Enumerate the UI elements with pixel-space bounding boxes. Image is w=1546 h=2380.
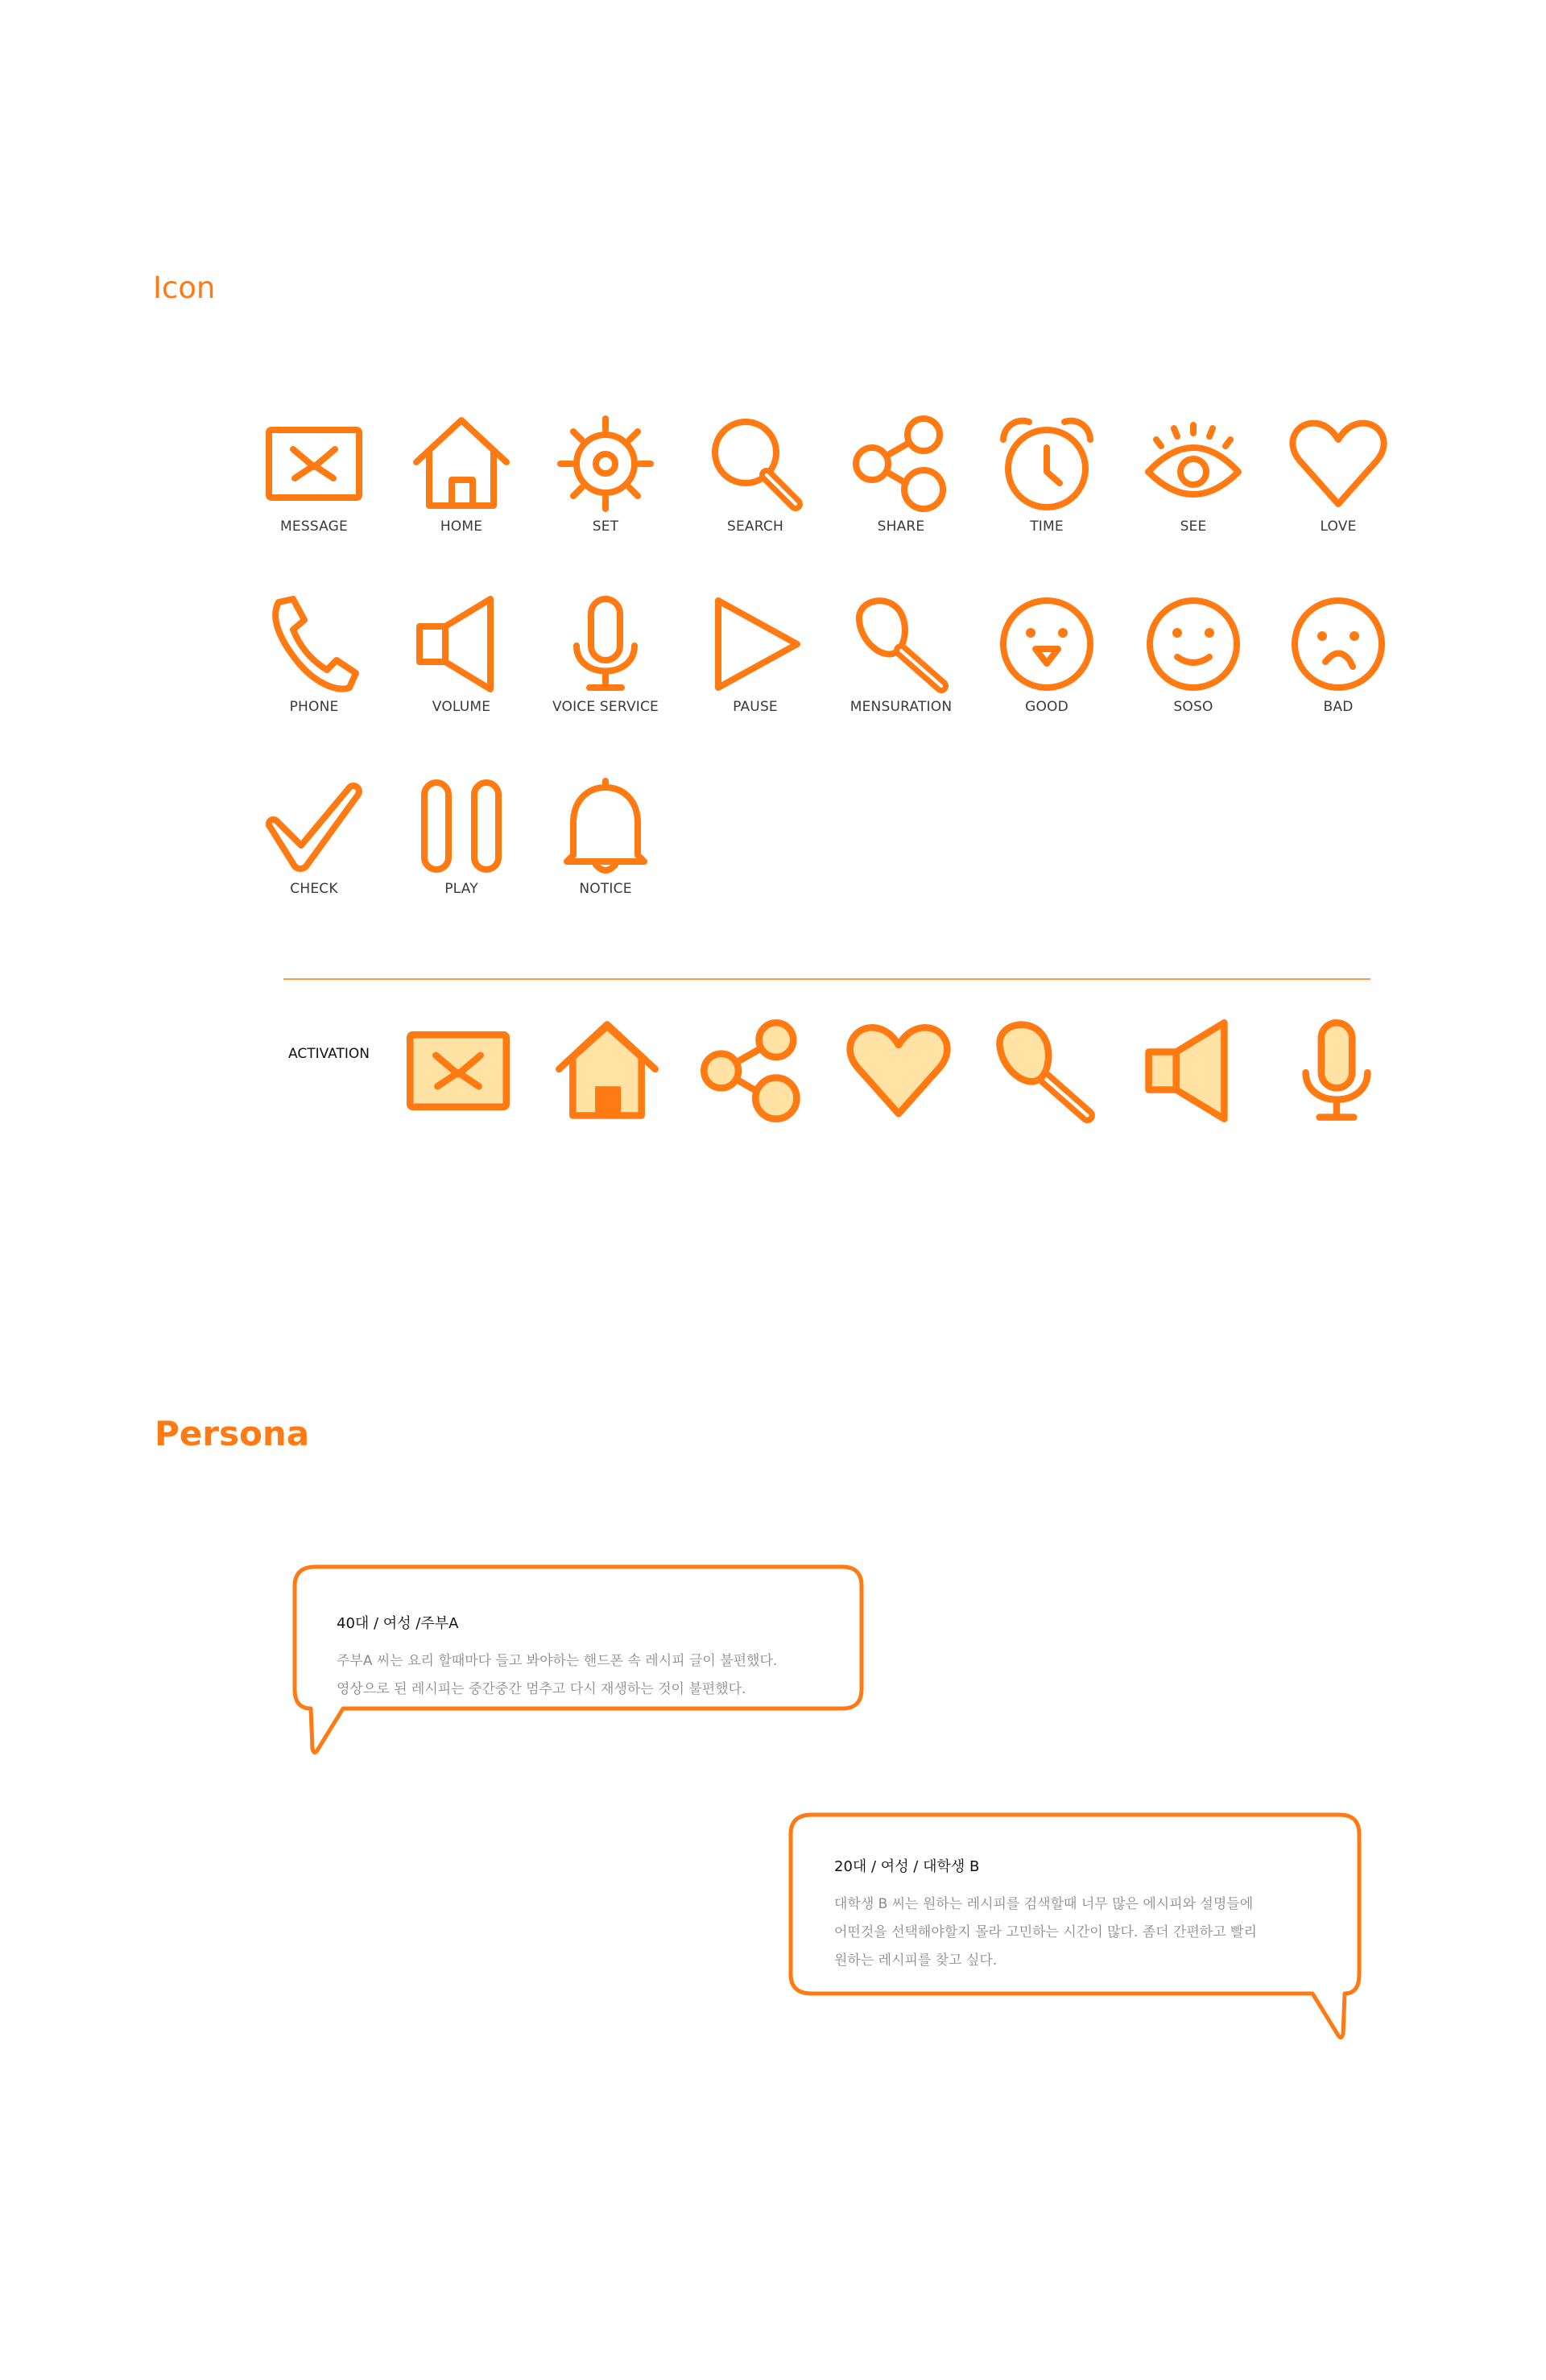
icon-label: VOICE SERVICE xyxy=(552,699,659,715)
icon-tile-volume xyxy=(381,596,542,757)
icon-tile-love xyxy=(1258,415,1419,576)
active-volume xyxy=(1142,1019,1245,1122)
persona-text-line: 어떤것을 선택해야할지 몰라 고민하는 시간이 많다. 좀더 간편하고 빨리 xyxy=(834,1924,1257,1940)
active-voice-service xyxy=(1285,1019,1388,1122)
eye-icon xyxy=(1145,415,1242,512)
heart-icon xyxy=(1290,415,1387,512)
icon-label: TIME xyxy=(1030,519,1064,535)
microphone-icon xyxy=(1285,1019,1388,1122)
check-icon xyxy=(266,778,362,874)
speaker-icon xyxy=(1142,1019,1245,1122)
icon-tile-pause xyxy=(675,596,836,757)
activation-label: ACTIVATION xyxy=(288,1046,370,1062)
persona-heading: 20대 / 여성 / 대학생 B xyxy=(834,1858,980,1875)
persona-text-line: 영상으로 된 레시피는 중간중간 멈추고 다시 재생하는 것이 불편했다. xyxy=(337,1681,746,1697)
icon-tile-voice-service xyxy=(525,596,686,757)
heart-icon xyxy=(847,1019,950,1122)
icon-tile-home xyxy=(381,415,542,576)
icon-label: SET xyxy=(592,519,619,535)
icon-label: SOSO xyxy=(1173,699,1213,715)
icon-label: SHARE xyxy=(877,519,925,535)
chick-face-icon xyxy=(998,596,1095,692)
play-triangle-icon xyxy=(707,596,804,692)
icon-label: LOVE xyxy=(1320,519,1357,535)
measuring-spoon-icon xyxy=(853,596,949,692)
smile-face-icon xyxy=(1145,596,1242,692)
icon-label: PHONE xyxy=(289,699,339,715)
icon-label: MENSURATION xyxy=(849,699,953,715)
icon-tile-time xyxy=(966,415,1127,576)
icon-label: CHECK xyxy=(290,881,338,897)
house-icon xyxy=(556,1019,659,1122)
speaker-icon xyxy=(413,596,510,692)
active-message xyxy=(407,1019,510,1122)
icon-tile-set xyxy=(525,415,686,576)
icon-tile-notice xyxy=(525,778,686,939)
share-icon xyxy=(853,415,949,512)
pause-bars-icon xyxy=(413,778,510,874)
icon-label: SEE xyxy=(1180,519,1207,535)
section-title-persona: Persona xyxy=(155,1414,310,1453)
gear-icon xyxy=(557,415,654,512)
sad-face-icon xyxy=(1290,596,1387,692)
active-love xyxy=(847,1019,950,1122)
icon-tile-check xyxy=(234,778,395,939)
share-icon xyxy=(701,1019,804,1122)
icon-tile-message xyxy=(234,415,395,576)
envelope-icon xyxy=(266,415,362,512)
icon-label: BAD xyxy=(1323,699,1354,715)
active-share xyxy=(701,1019,804,1122)
icon-tile-mensuration xyxy=(821,596,982,757)
persona-text-line: 대학생 B 씨는 원하는 레시피를 검색할때 너무 많은 에시피와 설명들에 xyxy=(834,1896,1254,1912)
icon-tile-play xyxy=(381,778,542,939)
icon-label: VOLUME xyxy=(432,699,491,715)
section-divider xyxy=(283,978,1370,980)
bell-icon xyxy=(557,778,654,874)
persona-card-1 xyxy=(293,1565,865,1799)
measuring-spoon-icon xyxy=(993,1019,1096,1122)
alarm-clock-icon xyxy=(998,415,1095,512)
persona-text-line: 원하는 레시피를 찾고 싶다. xyxy=(834,1952,998,1969)
house-icon xyxy=(413,415,510,512)
icon-tile-search xyxy=(675,415,836,576)
icon-label: MESSAGE xyxy=(280,519,348,535)
icon-label: HOME xyxy=(440,519,483,535)
active-home xyxy=(556,1019,659,1122)
active-mensuration xyxy=(993,1019,1096,1122)
magnifier-icon xyxy=(707,415,804,512)
microphone-icon xyxy=(557,596,654,692)
icon-label: PLAY xyxy=(444,881,478,897)
phone-icon xyxy=(266,596,362,692)
icon-tile-see xyxy=(1113,415,1274,576)
persona-text-line: 주부A 씨는 요리 할때마다 들고 봐야하는 핸드폰 속 레시피 글이 불편했다. xyxy=(337,1653,778,1669)
icon-tile-share xyxy=(821,415,982,576)
icon-label: GOOD xyxy=(1025,699,1069,715)
persona-heading: 40대 / 여성 /주부A xyxy=(337,1615,459,1632)
persona-card-2 xyxy=(789,1813,1362,2047)
icon-label: PAUSE xyxy=(733,699,778,715)
envelope-icon xyxy=(407,1019,510,1122)
icon-tile-good xyxy=(966,596,1127,757)
icon-tile-bad xyxy=(1258,596,1419,757)
icon-tile-phone xyxy=(234,596,395,757)
section-title-icon: Icon xyxy=(153,271,216,305)
icon-label: NOTICE xyxy=(579,881,632,897)
icon-tile-soso xyxy=(1113,596,1274,757)
icon-label: SEARCH xyxy=(727,519,783,535)
